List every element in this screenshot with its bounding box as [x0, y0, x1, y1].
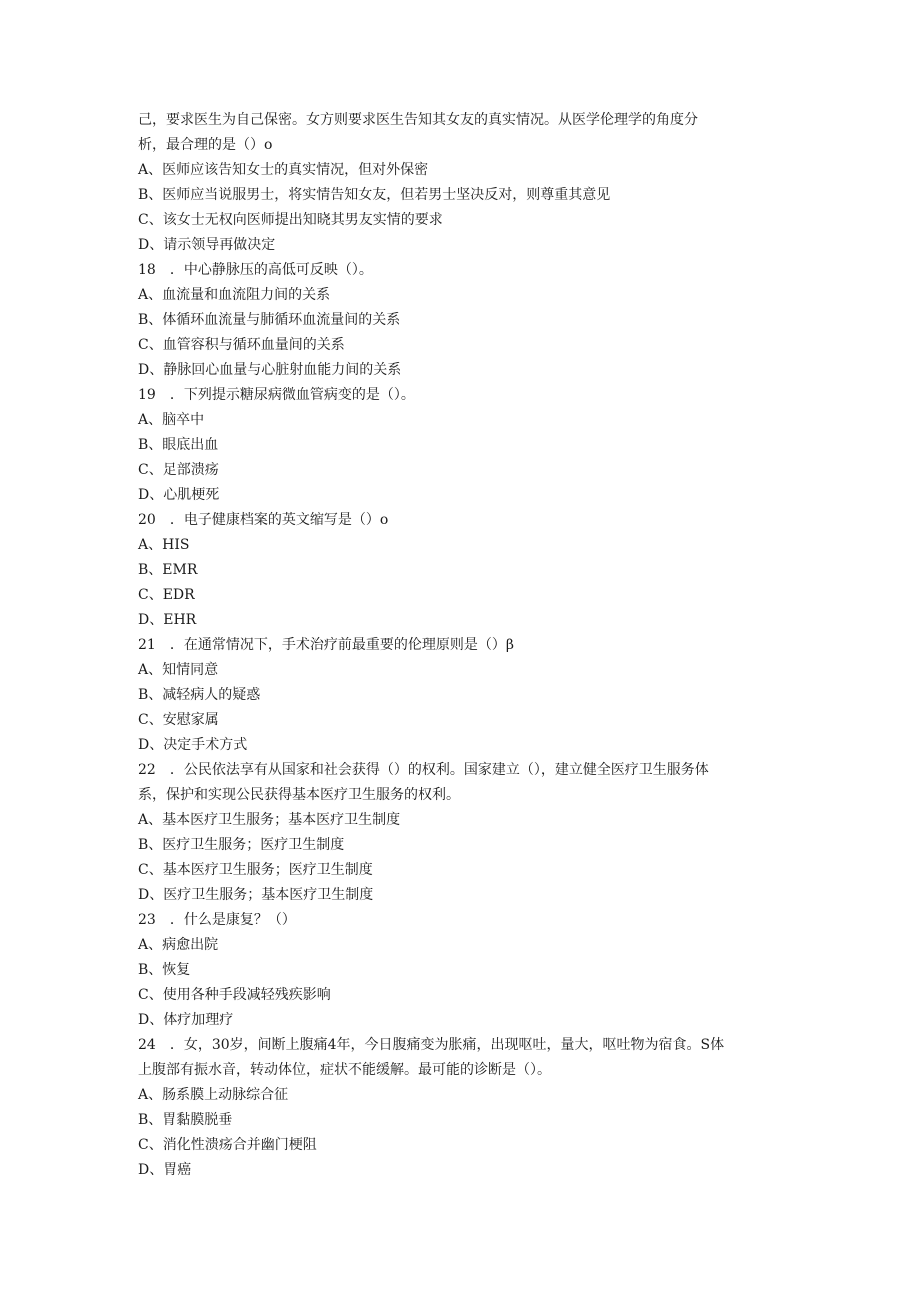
document-page [138, 108, 798, 1183]
text-line: B、胃黏膜脱垂 [138, 1112, 233, 1128]
text-line: D、EHR [138, 612, 197, 628]
text-line: D、体疗加理疗 [138, 1012, 234, 1028]
text-line: 19 ．下列提示糖尿病微血管病变的是（）。 [138, 387, 415, 403]
text-line: 上腹部有振水音，转动体位，症状不能缓解。最可能的诊断是（）。 [138, 1062, 551, 1078]
text-line: 己，要求医生为自己保密。女方则要求医生告知其女友的真实情况。从医学伦理学的角度分 [138, 112, 698, 128]
text-line: 22 ．公民依法享有从国家和社会获得（）的权利。国家建立（），建立健全医疗卫生服务体 [138, 762, 709, 778]
text-line: 21 ．在通常情况下，手术治疗前最重要的伦理原则是（）β [138, 637, 514, 653]
text-line: D、心肌梗死 [138, 487, 220, 503]
text-line: D、决定手术方式 [138, 737, 248, 753]
text-line: B、眼底出血 [138, 437, 219, 453]
text-line: D、请示领导再做决定 [138, 237, 276, 253]
text-line: C、基本医疗卫生服务；医疗卫生制度 [138, 862, 373, 878]
text-line: A、肠系膜上动脉综合征 [138, 1087, 289, 1103]
text-line: B、EMR [138, 562, 198, 578]
text-line: C、该女士无权向医师提出知晓其男友实情的要求 [138, 212, 443, 228]
text-line: C、消化性溃疡合并幽门梗阻 [138, 1137, 317, 1153]
text-line: C、足部溃疡 [138, 462, 219, 478]
text-line: B、体循环血流量与肺循环血流量间的关系 [138, 312, 401, 328]
text-line: D、医疗卫生服务；基本医疗卫生制度 [138, 887, 374, 903]
text-line: 24 ．女，30岁，间断上腹痛4年，今日腹痛变为胀痛，出现呕吐，量大，呕吐物为宿食。S体 [138, 1037, 725, 1053]
text-line: B、减轻病人的疑惑 [138, 687, 261, 703]
text-line: A、脑卒中 [138, 412, 205, 428]
text-line: D、胃癌 [138, 1162, 192, 1178]
text-line: A、医师应该告知女士的真实情况，但对外保密 [138, 162, 429, 178]
text-line: A、基本医疗卫生服务；基本医疗卫生制度 [138, 812, 401, 828]
text-line: C、EDR [138, 587, 195, 603]
text-line: 析，最合理的是（）o [138, 137, 273, 153]
text-line: A、HIS [138, 537, 190, 553]
text-line: 18 ．中心静脉压的高低可反映（）。 [138, 262, 373, 278]
text-line: C、血管容积与循环血量间的关系 [138, 337, 345, 353]
text-line: C、安慰家属 [138, 712, 219, 728]
text-line: A、病愈出院 [138, 937, 219, 953]
text-line: A、血流量和血流阻力间的关系 [138, 287, 331, 303]
text-line: 系，保护和实现公民获得基本医疗卫生服务的权利。 [138, 787, 460, 803]
text-line: C、使用各种手段减轻残疾影响 [138, 987, 331, 1003]
text-line: B、医疗卫生服务；医疗卫生制度 [138, 837, 345, 853]
text-line: 20 ．电子健康档案的英文缩写是（）o [138, 512, 389, 528]
text-line: B、恢复 [138, 962, 191, 978]
text-line: D、静脉回心血量与心脏射血能力间的关系 [138, 362, 402, 378]
text-line: A、知情同意 [138, 662, 219, 678]
text-line: 23 ．什么是康复？（） [138, 912, 296, 928]
text-line: B、医师应当说服男士，将实情告知女友，但若男士坚决反对，则尊重其意见 [138, 187, 611, 203]
